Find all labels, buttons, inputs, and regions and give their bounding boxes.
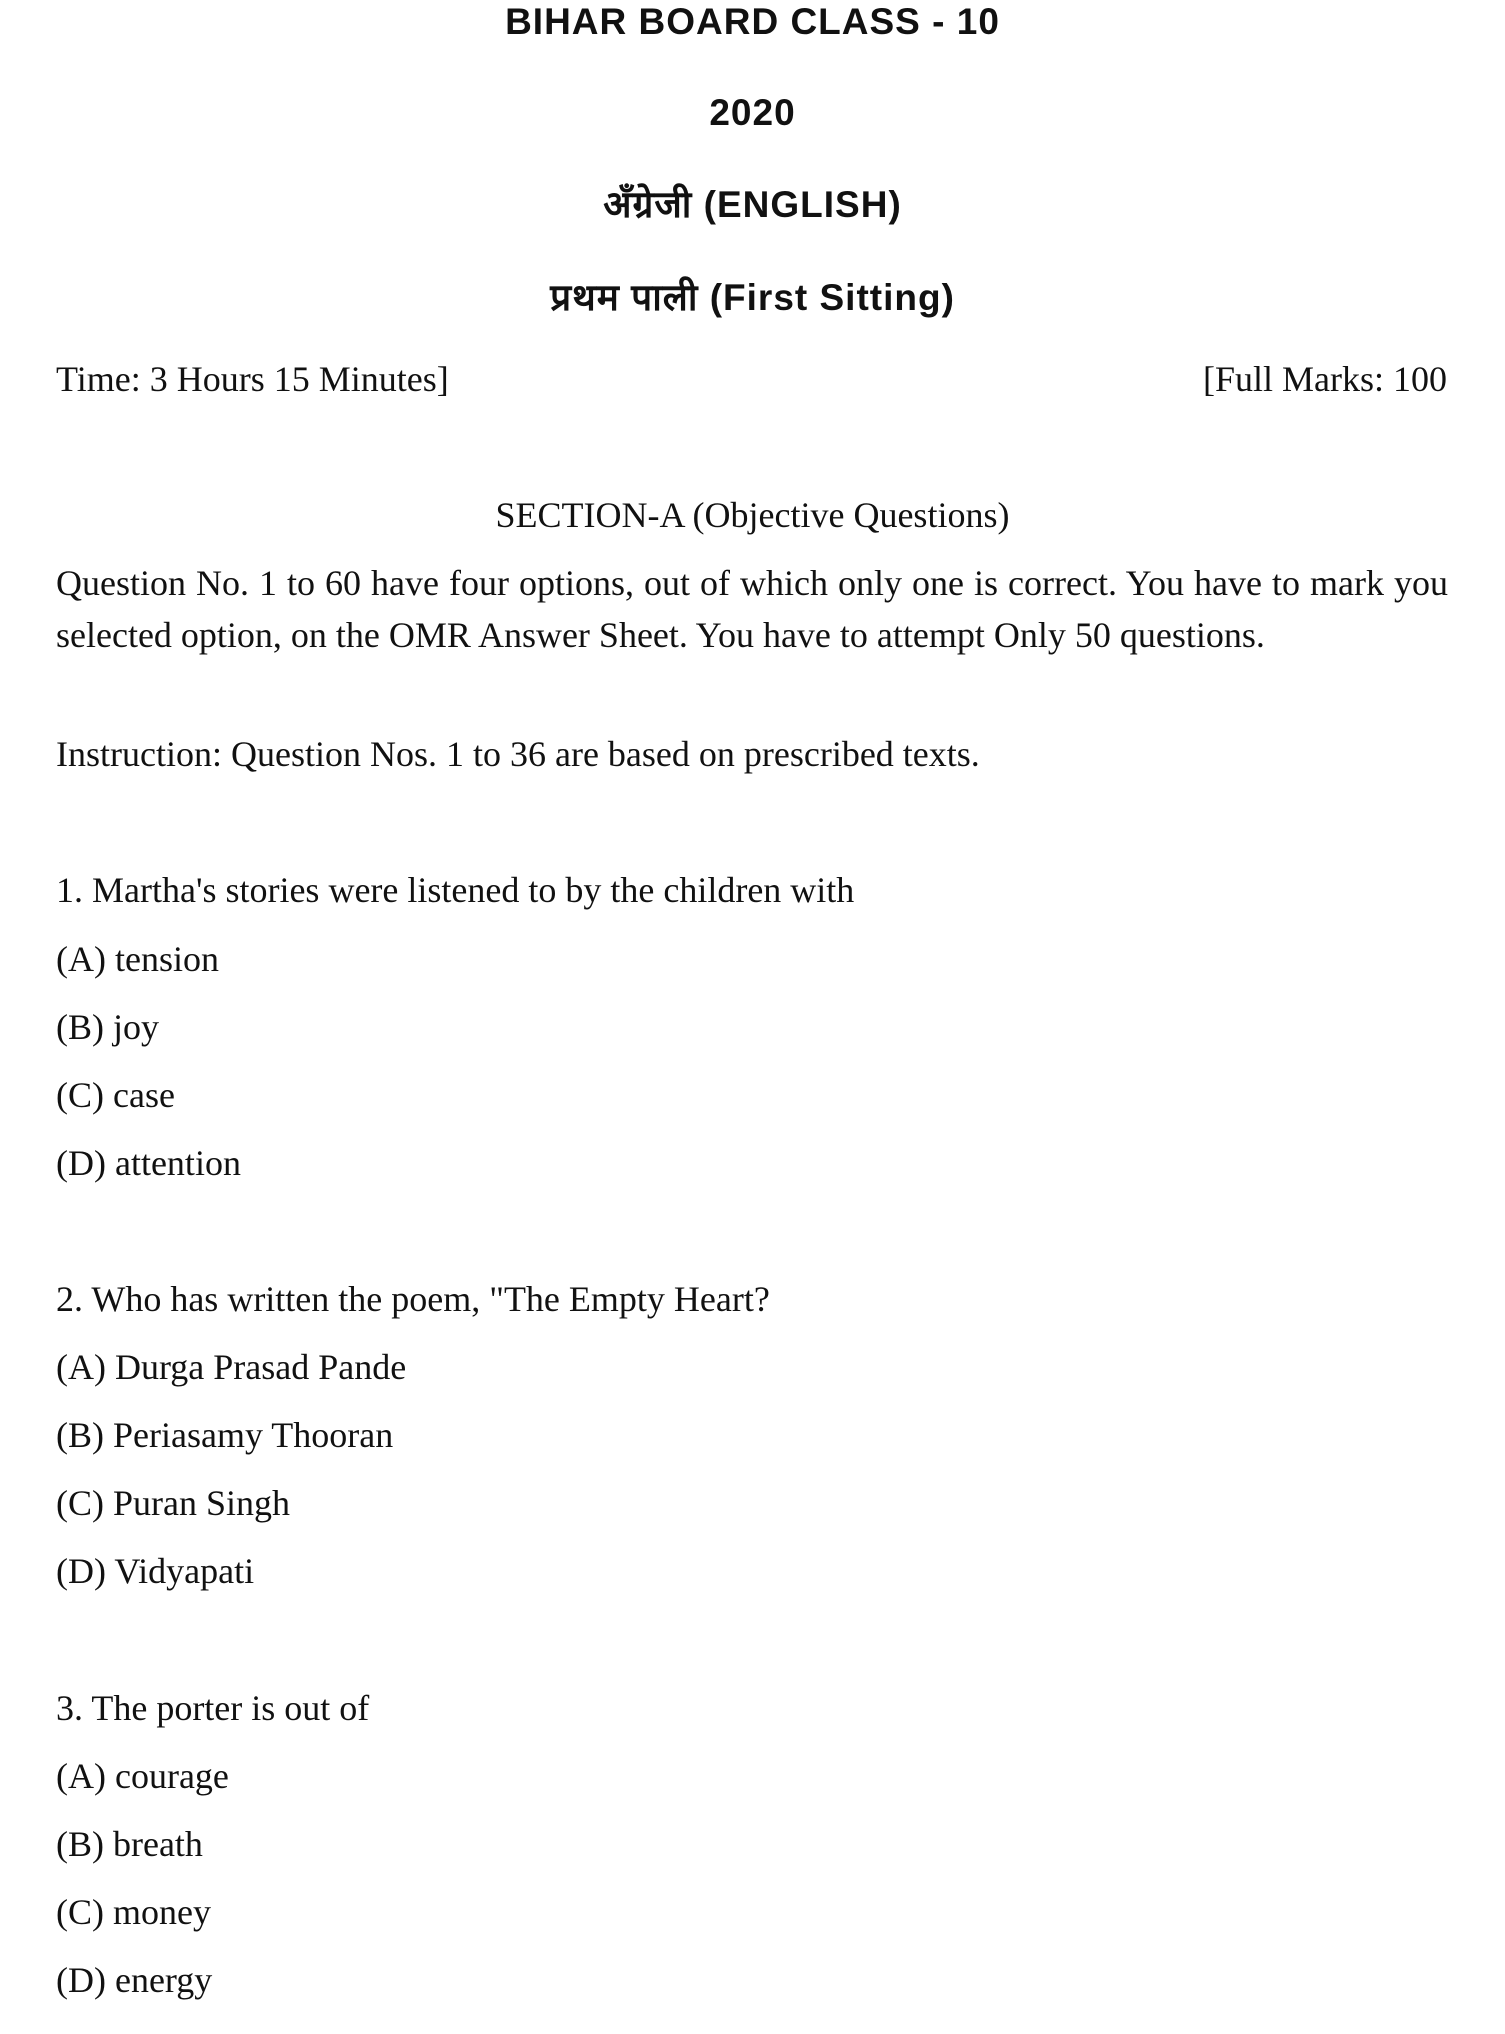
board-title: BIHAR BOARD CLASS - 10 [505,1,1000,42]
option-b: (B) Periasamy Thooran [56,1415,394,1455]
subject-title: अँग्रेजी (ENGLISH) [603,184,902,225]
option-a: (A) courage [56,1756,229,1796]
question-text: 2. Who has written the poem, "The Empty Heart? [56,1279,770,1319]
option-d: (D) Vidyapati [56,1551,255,1591]
option-d: (D) attention [56,1143,241,1183]
option-b: (B) breath [56,1824,203,1864]
option-a: (A) tension [56,939,219,979]
option-a: (A) Durga Prasad Pande [56,1347,407,1387]
question-text: 1. Martha's stories were listened to by the children with [56,870,855,910]
section-title: SECTION-A (Objective Questions) [495,495,1010,535]
option-c: (C) case [56,1075,175,1115]
option-b: (B) joy [56,1007,159,1047]
exam-year: 2020 [709,92,796,133]
section-instructions: Question No. 1 to 60 have four options, out of which only one is correct. You have to mark you selected option, on the OMR Answer Sheet. You have to attempt Only 50 questions. [56,563,1448,655]
time-allowed: Time: 3 Hours 15 Minutes] [56,359,449,399]
option-c: (C) Puran Singh [56,1483,290,1523]
full-marks: [Full Marks: 100 [1202,359,1447,399]
option-d: (D) energy [56,1960,213,2000]
option-c: (C) money [56,1892,211,1932]
sitting-title: प्रथम पाली (First Sitting) [550,277,955,318]
question-text: 3. The porter is out of [56,1688,370,1728]
instruction-note: Instruction: Question Nos. 1 to 36 are based on prescribed texts. [56,734,980,774]
